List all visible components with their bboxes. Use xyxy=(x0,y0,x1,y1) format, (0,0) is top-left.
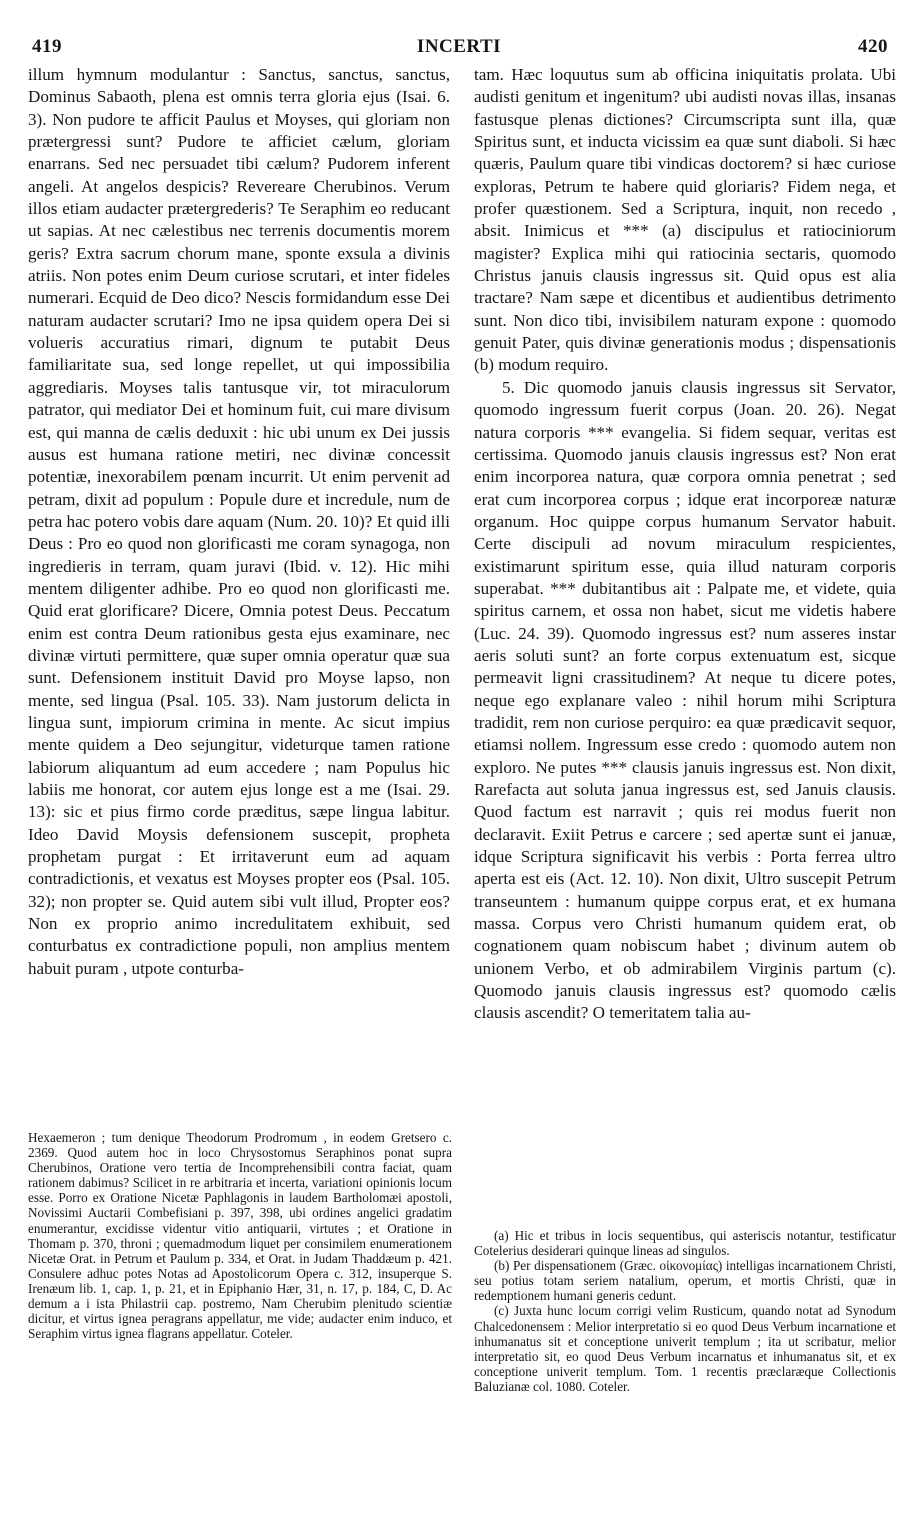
right-footnotes xyxy=(474,1228,896,1394)
right-text-column xyxy=(474,64,896,1025)
footnote-a: (a) Hic et tribus in locis sequentibus, qui asteriscis notantur, testificatur Cotelerius desiderari quinque lineas ad singulos. xyxy=(474,1228,896,1259)
running-title: INCERTI xyxy=(416,36,502,57)
right-paragraph-2: 5. Dic quomodo januis clausis ingressus sit Servator, quomodo ingressum fuerit corpus (Joan. 20. 26). Negat natura corporis *** evangelia. Si fidem sequar, veritas est certissima. Quomodo januis clausis ingressus est? Non erat enim incorporea natura, quæ corpora omnia penetrat ; sed erat cum incorporea corpus ; idque erat incorporeæ naturæ organum. Hoc quippe corpus humanum Servator habuit. Certe discipuli ad novum miraculum respicientes, existimarunt spiritum esse, quia illud naturam corporis superabat. *** dubitantibus ait : Palpate me, et videte, quia spiritus carnem, et ossa non habet, sicut me videtis habere (Luc. 24. 39). Quomodo ingressus est? num asseres instar aeris soluti sunt? an forte corpus extenuatum est, sicque permeavit ligni crassitudinem? At neque tu dicere potes, neque ego explanare valeo : nihil horum mihi Scriptura tradidit, rem non curiose perquiro: ea quæ prædicavit sequor, etiamsi nollem. Ingressum esse credo : quomodo autem non exploro. Ne putes *** clausis januis ingressus est. Non dixit, Rarefacta aut soluta janua ingressus est, sed Januis clausis. Quod factum est narravit ; quis rei modus fuerit non declaravit. Exiit Petrus e carcere ; sed apertæ sunt ei januæ, idque Scriptura significavit his verbis : Porta ferrea ultro aperta est eis (Act. 12. 10). Non dixit, Ultro suscepit Petrum transeuntem : humanum quippe corpus erat, et ex humana massa. Corpus vero Christi humanum quidem erat, ob cognationem quam nobiscum habet ; divinum autem ob unionem Verbo, et ob admirabilem Virginis partum (c). Quomodo januis clausis ingressus est? quomodo cælis clausis ascendit? O temeritatem talia au- xyxy=(474,377,896,1023)
footnote-c: (c) Juxta hunc locum corrigi velim Rusticum, quando notat ad Synodum Chalcedonensem : Melior interpretatio si eo quod Deus Verbum incarnatione et inhumanatus sit et conceptione univerit templum ; ita ut scribatur, melior interpretatio sit, eo quod Deus Verbum incarnatus et inhumanatus sit, et ex conceptione univerit templum. Tom. 1 recentis præclaræque Collectionis Baluzianæ col. 1080. Coteler. xyxy=(474,1303,896,1394)
left-page-number: 419 xyxy=(32,36,62,57)
right-paragraph-1: tam. Hæc loquutus sum ab officina iniquitatis prolata. Ubi audisti genitum et ingenitum? ubi audisti novas illas, insanas fastusque plenas dictiones? Circumscripta sunt illa, quæ Spiritus sunt, et inducta vicissim ea quæ sunt diaboli. Si hæc quæris, Paulum quare tibi vindicas doctorem? si hæc curiose exploras, Petrum te habere quid gloriaris? Fidem nega, et profer quæstionem. Sed a Scriptura, inquit, non recedo , absit. Inimicus et *** (a) discipulus et ratiociniorum magister? Explica mihi qui ratiocinia sectaris, quomodo Christus januis clausis ingressus sit. Quid opus est alia tractare? Nam sæpe et dicentibus et audientibus detrimento sunt. Non dico tibi, invisibilem naturam expone : quomodo genuit Pater, quis divinæ generationis modus ; dispensationis (b) modum requiro. xyxy=(474,65,896,375)
footnote-b: (b) Per dispensationem (Græc. οἰκονομίας) intelligas incarnationem Christi, seu potius totam seriem natalium, operum, et mortis Christi, quæ in redemptionem humani generis cedunt. xyxy=(474,1258,896,1304)
left-footnotes xyxy=(28,1130,452,1341)
left-paragraph: illum hymnum modulantur : Sanctus, sanctus, sanctus, Dominus Sabaoth, plena est omnis terra gloria ejus (Isai. 6. 3). Non pudore te afficit Paulus et Moyses, qui gloriam non prætergressi sunt? Pudore te afficiet cælum, gloriam enarrans. Sed nec persuadet tibi cælum? Pudorem inferent angeli. At angelos despicis? Revereare Cherubinos. Verum illos etiam audacter prætergrederis? Te Seraphim eo reducant ut sapias. At nec cælestibus nec terrenis documentis morem geris? Extra sacrum chorum mane, sponte exsula a divinis atriis. Non potes enim Deum curiose scrutari, et inter fideles numerari. Ecquid de Deo dico? Nescis formidandum esse Dei naturam audacter scrutari? Imo ne ipsa quidem opera Dei si volueris accuratius rimari, dignum te putabit Deus familiaritate sua, sed longe repellet, ut qui impossibilia aggrediaris. Moyses talis tantusque vir, tot miraculorum patrator, qui mediator Dei et hominum fuit, cui mare divisum est, qui manna de cælis deduxit : hic ubi unum ex Dei jussis ausus est humana ratione metiri, nec divinæ concessit potentiæ, inexorabilem pœnam incurrit. Ut enim pervenit ad petram, dixit ad populum : Popule dure et incredule, num de petra hac potero vobis dare aquam (Num. 20. 10)? Et quid illi Deus : Pro eo quod non glorificasti me coram synagoga, non ingredieris in terram, quam juravi (Ibid. v. 12). Hic mihi mentem diligenter adhibe. Pro eo quod non glorificasti me. Quid erat glorificare? Dicere, Omnia potest Deus. Peccatum enim est contra Deum rationibus gesta ejus examinare, nec divinæ virtuti permittere, quæ super omnia operatur quæ sua sunt. Defensionem instituit David pro Moyse lapso, non mente, sed lingua (Psal. 105. 33). Nam justorum delicta in lingua sunt, impiorum crimina in mente. Ac sicut impius mente quidem a Deo sejungitur, videturque tamen ratione labiorum aliquantum ad eum accedere ; nam Populus hic labiis me honorat, cor autem ejus longe est a me (Isai. 29. 13): sic et pius firmo corde præditus, sæpe lingua labitur. Ideo David Moysis defensionem suscepit, propheta prophetam purgat : Et irritaverunt eum ad aquam contradictionis, et vexatus est Moyses propter eos (Psal. 105. 32); non propter se. Quid autem sibi vult illud, Propter eos? Non ex proprio animo incredulitatem exhibuit, sed conturbatus ex contradictione populi, non amplius mentem habuit puram , utpote conturba- xyxy=(28,65,450,978)
footnote-continuation: Hexaemeron ; tum denique Theodorum Prodromum , in eodem Gretsero c. 2369. Quod autem hoc in loco Chrysostomus Seraphinos ponat supra Cherubinos, Oratione vero tertia de Incomprehensibili contra faciat, quam rationem dabimus? Scilicet in re arbitraria et incerta, variationi opinionis locum esse. Porro ex Oratione Nicetæ Paphlagonis in laudem Bartholomæi apostoli, Novissimi Auctarii Combefisiani p. 397, 398, ubi ordines angelici gradatim enumerantur, excidisse videntur vitio antiquarii, virtutes ; et Oratione in Thomam p. 370, throni ; quemadmodum liquet per consimilem enumerationem Nicetæ Orat. in Petrum et Paulum p. 334, et Orat. in Judam Thaddæum p. 421. Consulere adhuc potes Notas ad Apostolicorum Opera c. 312, insuperque S. Irenæum lib. 1, cap. 1, p. 21, et in Epiphanio Hær, 31, n. 17, p. 184, C, D. Ac demum a i ista Philastrii cap. postremo, Nam Cherubim plenitudo scientiæ dicitur, et virtus ignea peragrans appellatur, me vide; audacter enim induco, et Seraphim virtus ignea flagrans appellatur. Coteler. xyxy=(28,1130,452,1342)
left-text-column xyxy=(28,64,450,980)
right-page-number: 420 xyxy=(858,36,888,57)
